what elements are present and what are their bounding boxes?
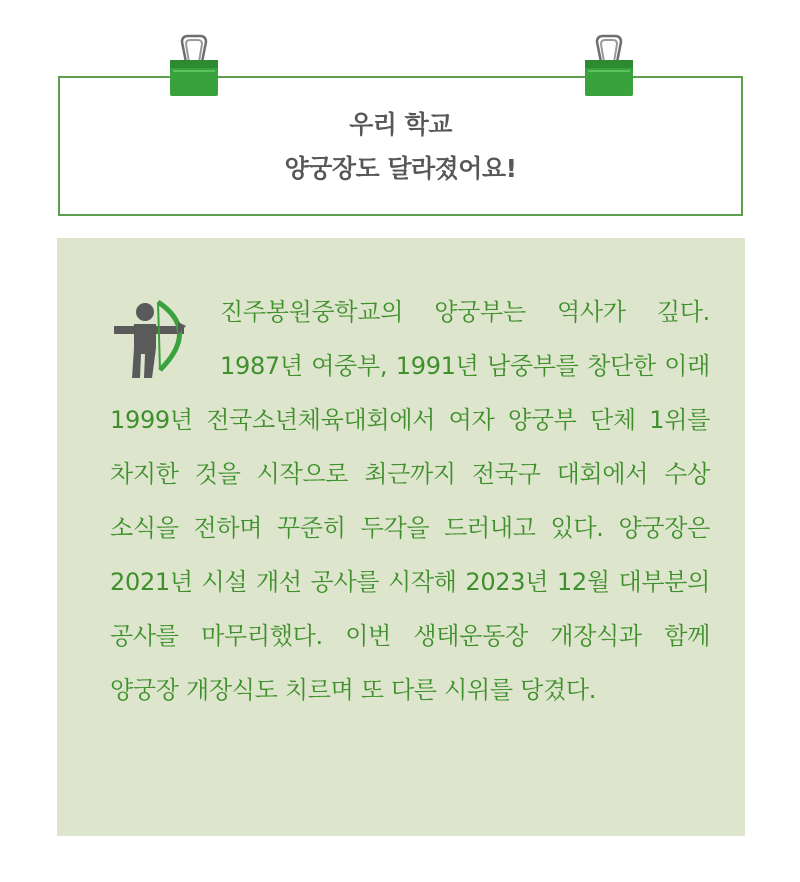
article-text <box>110 285 710 717</box>
binder-clip-icon <box>583 34 635 98</box>
article-body: 진주봉원중학교의 양궁부는 역사가 깊다. 1987년 여중부, 1991년 남중부를 창단한 이래 1999년 전국소년체육대회에서 여자 양궁부 단체 1위를 차지한 것을 시작으로 최근까지 전국구 대회에서 수상 소식을 전하며 꾸준히 두각을 드러내고 있다. 양궁장은 2021년 시설 개선 공사를 시작해 2023년 12월 대부분의 공사를 마무리했다. 이번 생태운동장 개장식과 함께 양궁장 개장식도 치르며 또 다른 시위를 당겼다. <box>110 298 710 704</box>
icon-indent-space <box>110 285 220 385</box>
title-line-2: 양궁장도 달라졌어요! <box>284 154 517 183</box>
title-box <box>58 76 743 216</box>
title-line-1: 우리 학교 <box>349 110 452 139</box>
article-panel <box>57 238 745 836</box>
binder-clip-icon <box>168 34 220 98</box>
